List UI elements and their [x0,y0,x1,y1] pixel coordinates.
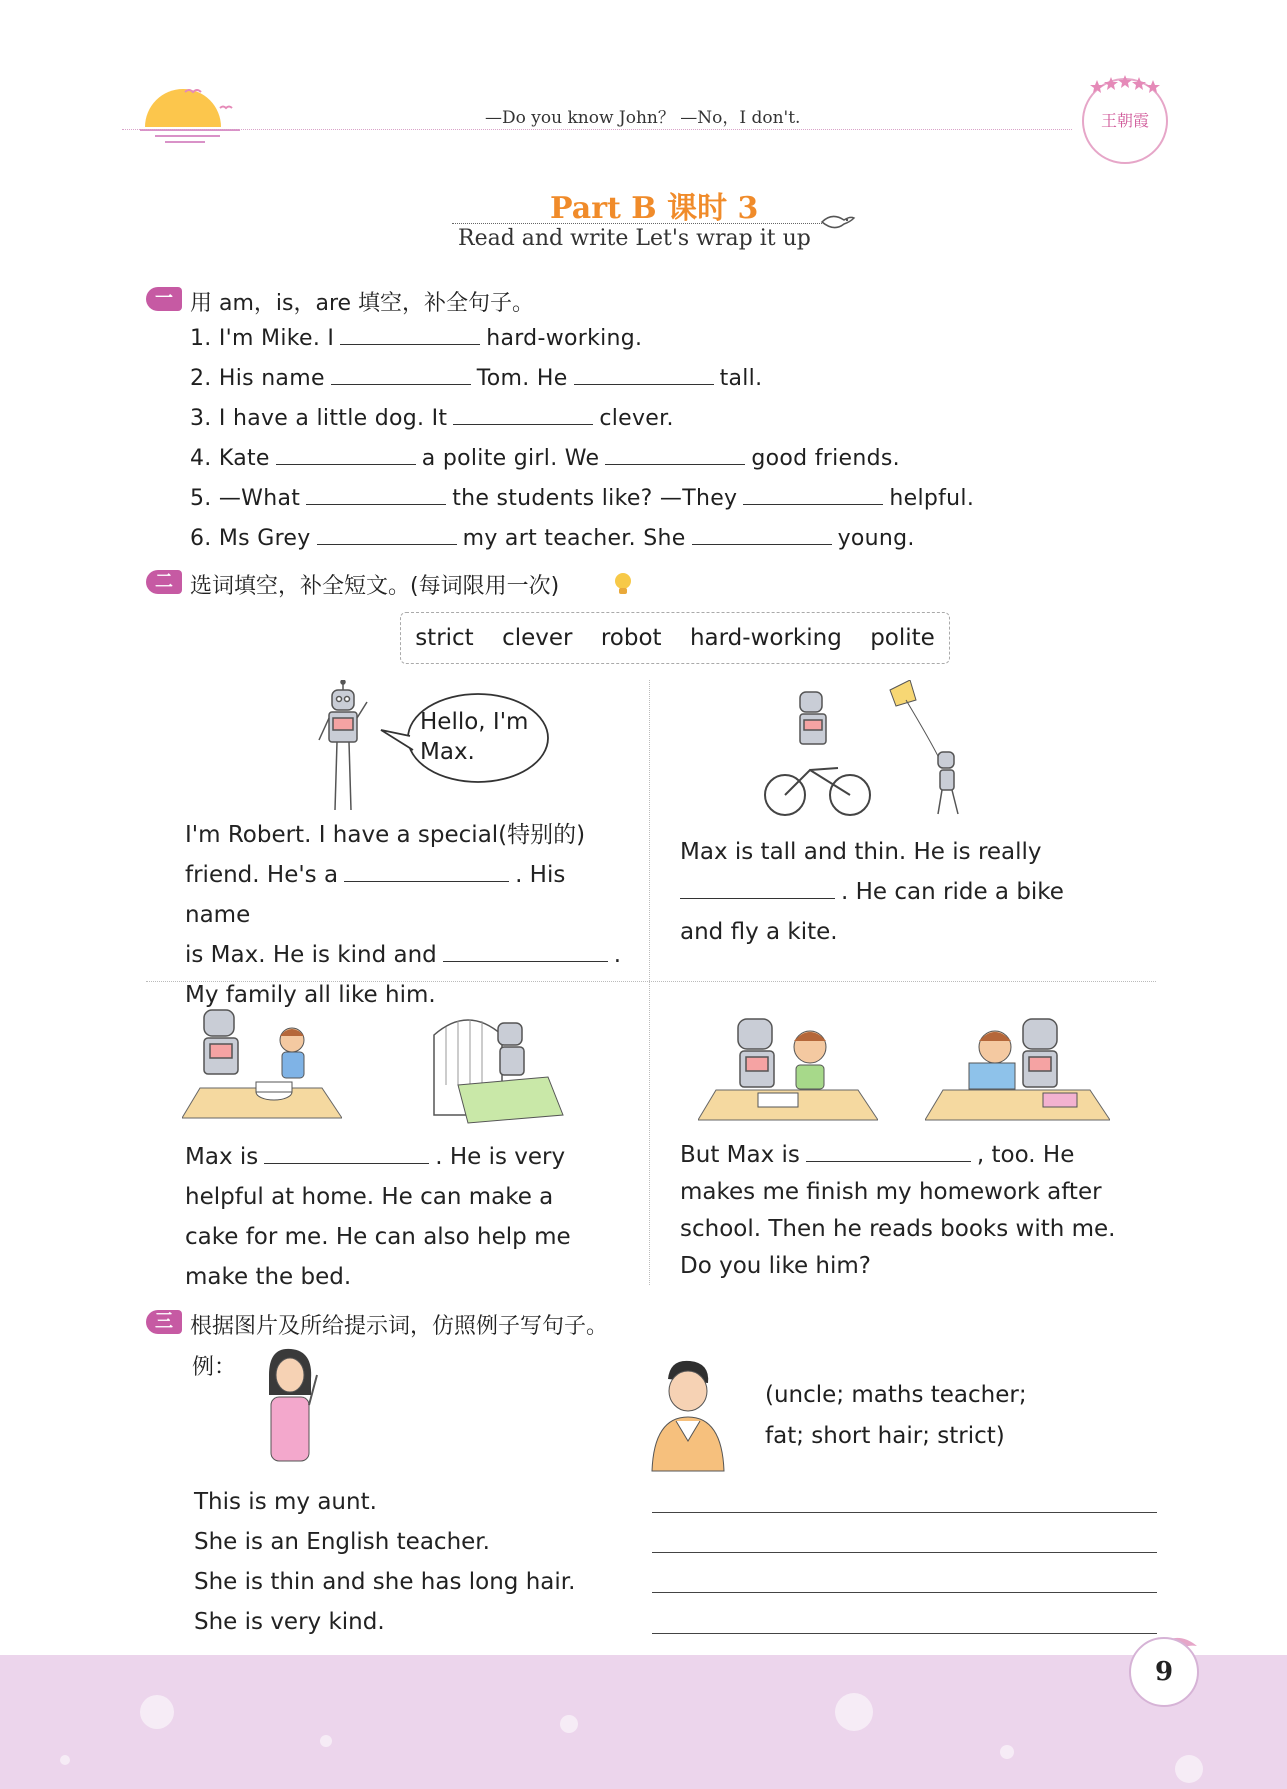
page-title: Part B 课时 3 [550,191,759,226]
page-number: 9 [1129,1637,1199,1707]
word-option: strict [415,625,474,651]
answer-blank[interactable] [331,366,471,385]
robot-baking-cake-illustration [182,1000,342,1125]
answer-blank[interactable] [306,486,446,505]
hint-line: (uncle; maths teacher; [765,1382,1027,1408]
passage-panel-2: Max is tall and thin. He is really . He can ride a bike and fly a kite. [680,839,1064,945]
passage-panel-1: I'm Robert. I have a special(特别的) friend. He's a . His name is Max. He is kind and . My family all like him. [185,822,622,1008]
answer-blank[interactable] [692,526,832,545]
answer-blank[interactable] [264,1145,429,1164]
answer-blank[interactable] [453,406,593,425]
publisher-logo [1082,78,1168,164]
answer-blank[interactable] [605,446,745,465]
section-2-instruction: 选词填空，补全短文。(每词限用一次) [190,574,560,599]
answer-blank[interactable] [317,526,457,545]
robot-homework-illustration [698,1005,878,1125]
section-3-instruction: 根据图片及所给提示词，仿照例子写句子。 [190,1314,609,1339]
answer-blank[interactable] [680,880,835,899]
section-2-badge: 二 [146,570,182,594]
section-3-badge: 三 [146,1310,182,1334]
writing-line-1[interactable] [652,1512,1157,1513]
answer-blank[interactable] [743,486,883,505]
exercise-2: 2. His name Tom. He tall. [190,366,763,391]
answer-blank[interactable] [344,863,509,882]
logo-text: 王朝霞 [1100,111,1149,130]
section-1-badge: 一 [146,287,182,311]
speech-bubble-text: Hello, I'm Max. [420,709,529,765]
answer-blank[interactable] [276,446,416,465]
example-label: 例： [192,1355,237,1380]
robot-bike-kite-illustration [760,680,1020,820]
hint-box [765,1375,1027,1457]
robot-reading-illustration [925,1005,1110,1125]
page-subtitle: Read and write Let's wrap it up [458,226,811,251]
lightbulb-icon [612,571,634,597]
sunrise-icon [135,80,245,150]
exercise-5: 5. —What the students like? —They helpful. [190,486,975,511]
teacher-aunt-illustration [255,1345,325,1465]
word-option: hard-working [689,625,842,651]
writing-line-4[interactable] [652,1633,1157,1634]
writing-line-2[interactable] [652,1552,1157,1553]
page-footer [0,1655,1287,1789]
robot-making-bed-illustration [428,1005,568,1130]
exercise-1: 1. I'm Mike. I hard-working. [190,326,643,351]
example-sentences: This is my aunt. She is an English teacher. She is thin and she has long hair. She is very kind. [194,1489,576,1635]
answer-blank[interactable] [340,326,480,345]
exercise-4: 4. Kate a polite girl. We good friends. [190,446,900,471]
passage-panel-4: But Max is , too. He makes me finish my homework after school. Then he reads books with me. Do you like him? [680,1142,1116,1279]
exercise-6: 6. Ms Grey my art teacher. She young. [190,526,915,551]
answer-blank[interactable] [806,1143,971,1162]
word-option: robot [600,625,662,651]
exercise-3: 3. I have a little dog. It clever. [190,406,674,431]
passage-panel-3: Max is . He is very helpful at home. He can make a cake for me. He can also help me make the bed. [185,1144,571,1290]
answer-blank[interactable] [574,366,714,385]
hint-line: fat; short hair; strict) [765,1423,1005,1449]
word-option: clever [502,625,573,651]
answer-blank[interactable] [443,943,608,962]
uncle-teacher-illustration [648,1355,728,1475]
word-option: polite [870,625,935,651]
writing-line-3[interactable] [652,1592,1157,1593]
word-bank [400,612,950,664]
header-dialogue: —Do you know John？ —No，I don't. [485,108,801,128]
section-1-instruction: 用 am，is，are 填空，补全句子。 [190,291,535,316]
bird-icon [820,210,856,234]
stars-icon [1084,74,1166,96]
